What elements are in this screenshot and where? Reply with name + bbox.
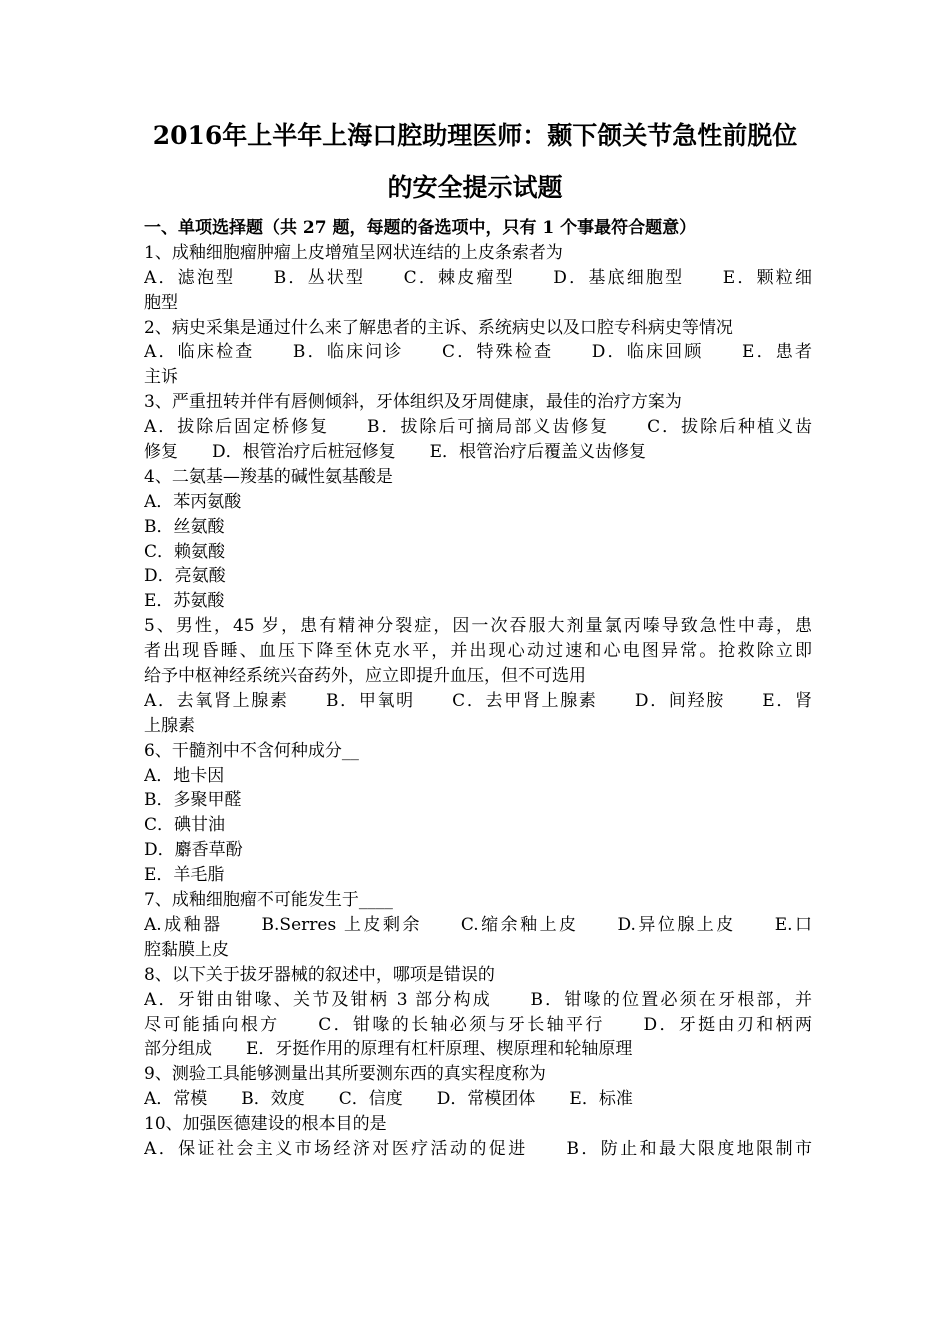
text-line: 6、干髓剂中不含何种成分__ [144, 740, 359, 761]
text-line: A．滤泡型 B．丛状型 C．棘皮瘤型 D．基底细胞型 E．颗粒细 [144, 267, 812, 288]
text-line: A．临床检查 B．临床问诊 C．特殊检查 D．临床回顾 E．患者 [144, 342, 812, 363]
text-line: 主诉 [144, 367, 178, 388]
text-line: 腔黏膜上皮 [144, 939, 229, 960]
text-line: 9、测验工具能够测量出其所要测东西的真实程度称为 [144, 1064, 546, 1085]
text-line: 者出现昏睡、血压下降至休克水平，并出现心动过速和心电图异常。抢救除立即 [144, 641, 812, 662]
text-line: A．保证社会主义市场经济对医疗活动的促进 B．防止和最大限度地限制市 [144, 1138, 812, 1159]
text-line: A．拔除后固定桥修复 B．拔除后可摘局部义齿修复 C．拔除后种植义齿 [144, 417, 812, 438]
text-line: 5、男性，45 岁，患有精神分裂症，因一次吞服大剂量氯丙嗪导致急性中毒，患 [144, 616, 812, 637]
text-line: 部分组成 E．牙挺作用的原理有杠杆原理、楔原理和轮轴原理 [144, 1039, 633, 1060]
text-line: 3、严重扭转并伴有唇侧倾斜，牙体组织及牙周健康，最佳的治疗方案为 [144, 392, 682, 413]
text-line: 4、二氨基—羧基的碱性氨基酸是 [144, 466, 393, 487]
text-line: A．去氧肾上腺素 B．甲氧明 C．去甲肾上腺素 D．间羟胺 E．肾 [144, 690, 812, 711]
text-line: 2、病史采集是通过什么来了解患者的主诉、系统病史以及口腔专科病史等情况 [144, 317, 733, 338]
text-line: D．麝香草酚 [144, 840, 243, 861]
text-line: B．多聚甲醛 [144, 790, 242, 811]
document-body [144, 216, 812, 1162]
text-line: 尽可能插向根方 C．钳喙的长轴必须与牙长轴平行 D．牙挺由刃和柄两 [144, 1014, 812, 1035]
text-line: 8、以下关于拔牙器械的叙述中，哪项是错误的 [144, 964, 495, 985]
text-line: 胞型 [144, 292, 178, 313]
text-line: 1、成釉细胞瘤肿瘤上皮增殖呈网状连结的上皮条索者为 [144, 242, 563, 263]
text-line: E．苏氨酸 [144, 591, 225, 612]
text-line: E．羊毛脂 [144, 865, 225, 886]
text-line: 7、成釉细胞瘤不可能发生于____ [144, 890, 393, 911]
text-line: A．牙钳由钳喙、关节及钳柄 3 部分构成 B．钳喙的位置必须在牙根部，并 [144, 989, 812, 1010]
text-line: A．苯丙氨酸 [144, 491, 242, 512]
text-line: A．常模 B．效度 C．信度 D．常模团体 E．标准 [144, 1089, 633, 1110]
text-line: 上腺素 [144, 715, 195, 736]
document-title-line-1: 2016年上半年上海口腔助理医师：颞下颌关节急性前脱位 [152, 121, 798, 150]
text-line: 给予中枢神经系统兴奋药外，应立即提升血压，但不可选用 [144, 666, 586, 687]
text-line: C．赖氨酸 [144, 541, 226, 562]
section-heading: 一、单项选择题（共 27 题，每题的备选项中，只有 1 个事最符合题意） [144, 218, 697, 238]
text-line: 修复 D．根管治疗后桩冠修复 E．根管治疗后覆盖义齿修复 [144, 442, 647, 463]
text-line: A．地卡因 [144, 765, 225, 786]
text-line: B．丝氨酸 [144, 516, 225, 537]
text-line: A.成釉器 B.Serres 上皮剩余 C.缩余釉上皮 D.异位腺上皮 E.口 [144, 914, 812, 935]
text-line: 10、加强医德建设的根本目的是 [144, 1114, 387, 1135]
text-line: D．亮氨酸 [144, 566, 226, 587]
text-line: C．碘甘油 [144, 815, 226, 836]
document-title-line-2: 的安全提示试题 [387, 173, 563, 202]
